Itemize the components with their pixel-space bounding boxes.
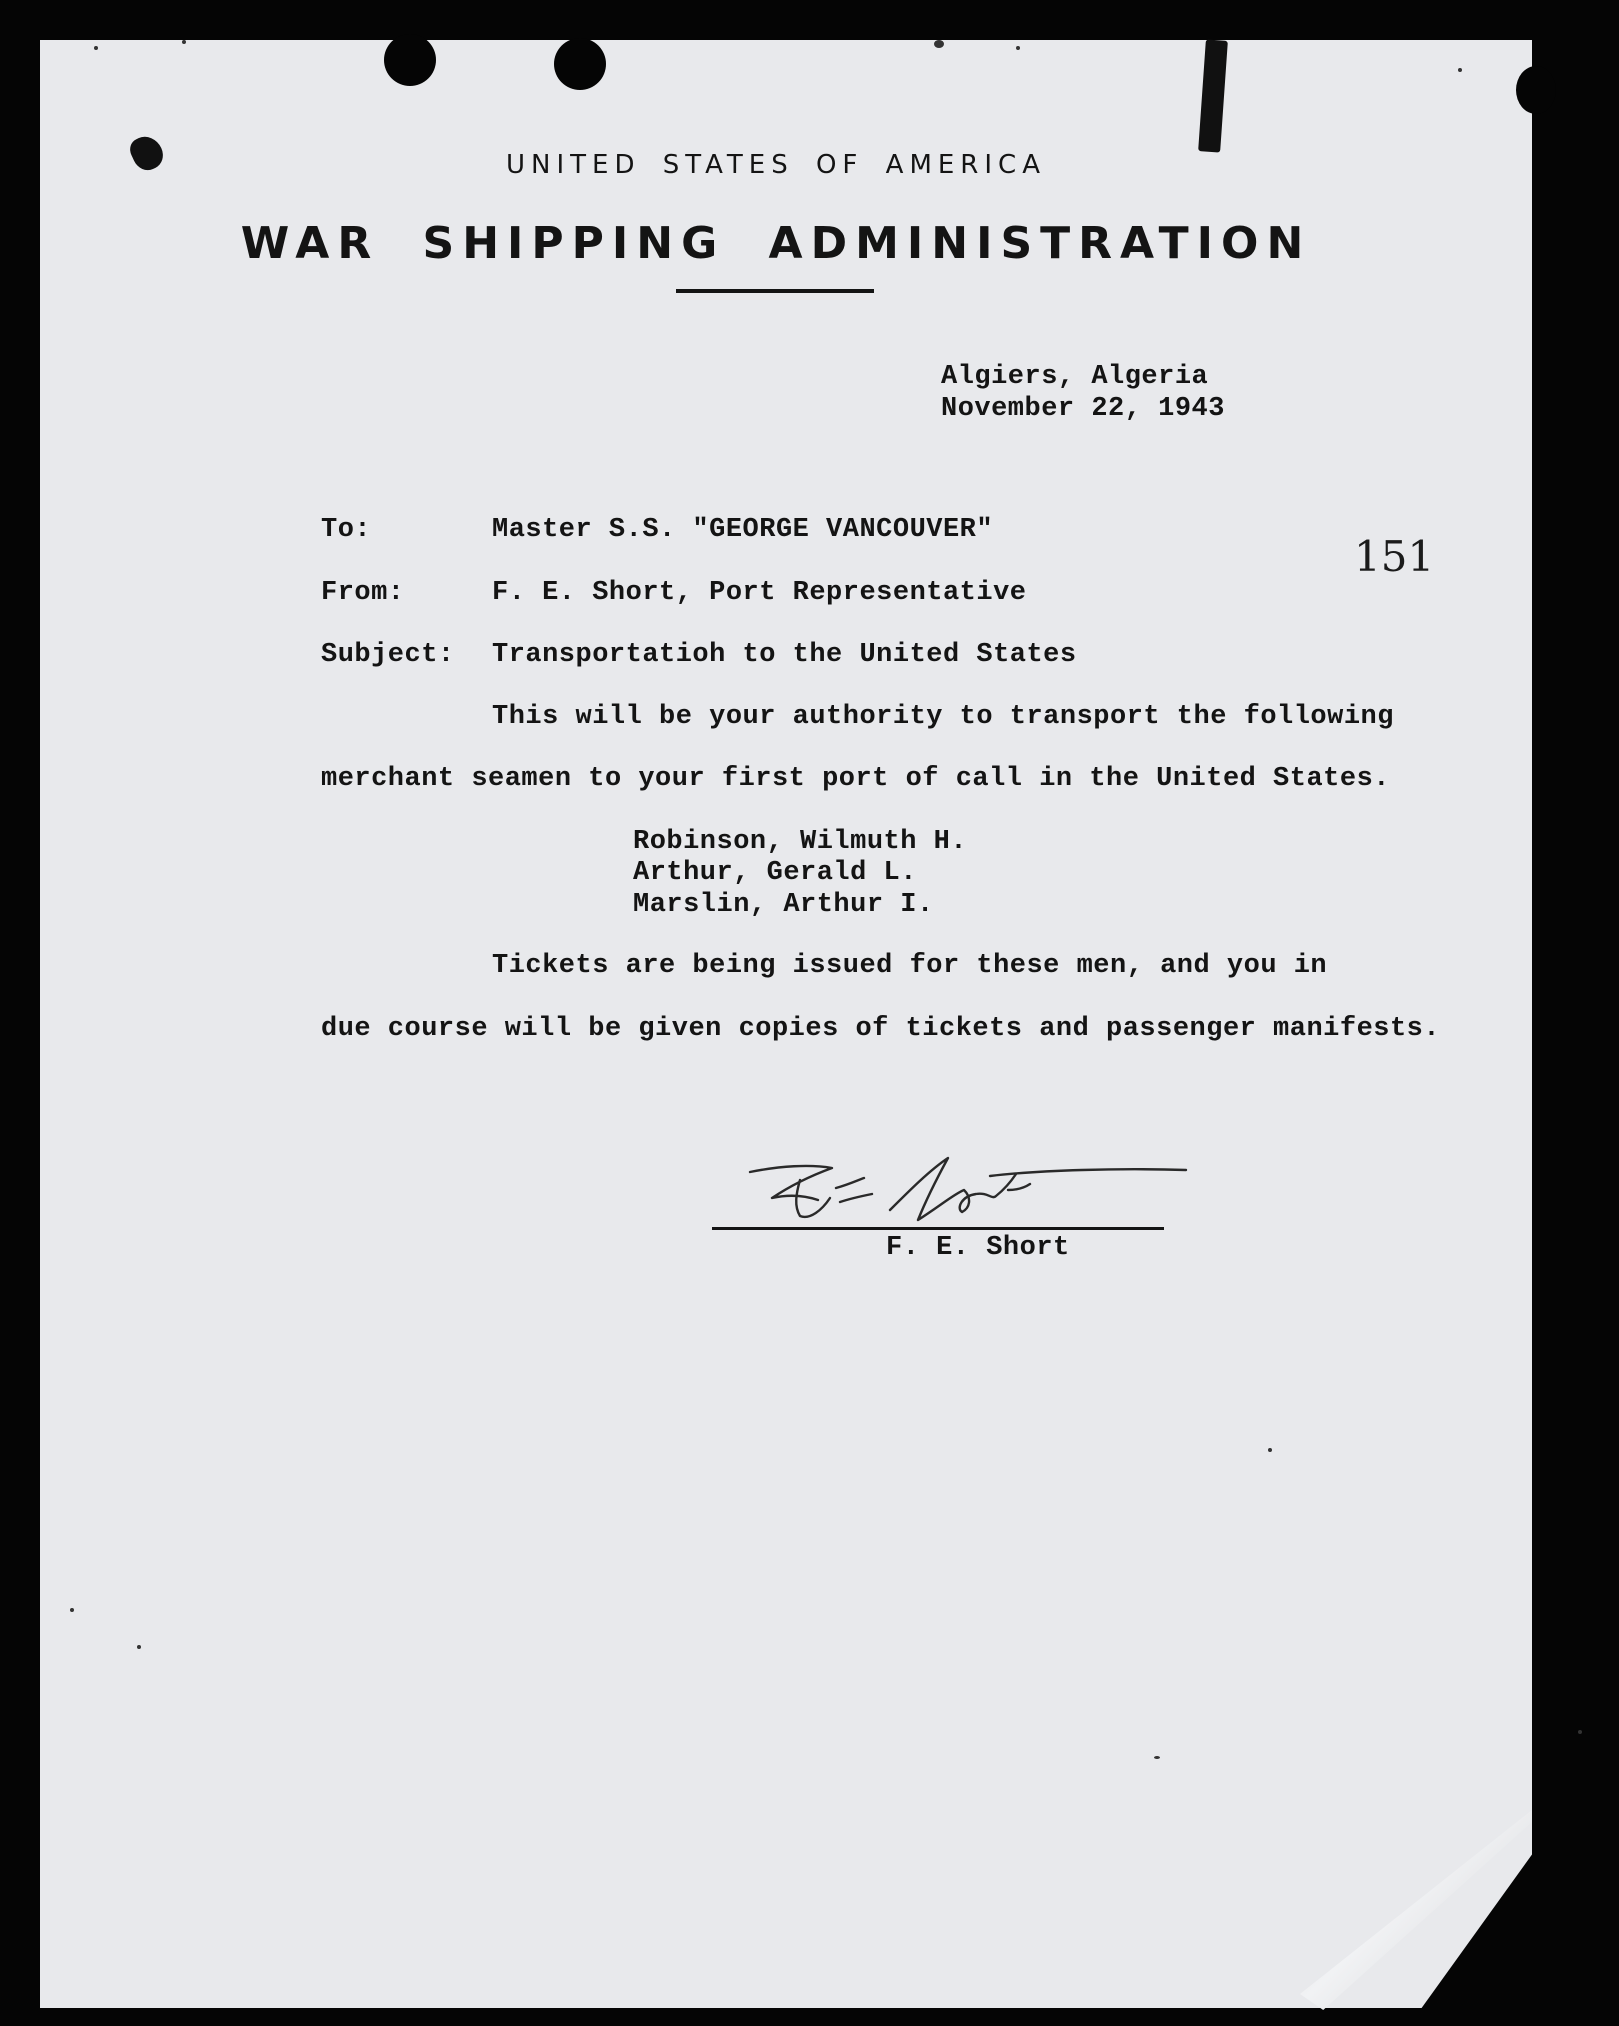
subject-value: Transportatioh to the United States (492, 640, 1077, 670)
letterhead-rule (676, 289, 874, 293)
speck (934, 40, 944, 48)
letterhead-country: UNITED STATES OF AMERICA (506, 150, 1046, 180)
seaman-name: Robinson, Wilmuth H. (633, 827, 968, 857)
dateline-date: November 22, 1943 (941, 394, 1225, 424)
to-value: Master S.S. "GEORGE VANCOUVER" (492, 515, 994, 545)
body-paragraph-2-line-2: due course will be given copies of tickets and passenger manifests. (321, 1014, 1441, 1044)
punch-hole-right (1516, 66, 1556, 114)
speck (182, 40, 186, 44)
speck (1016, 46, 1020, 50)
dateline-location: Algiers, Algeria (941, 362, 1209, 392)
speck (1268, 1448, 1272, 1452)
speck (1578, 1730, 1582, 1734)
speck (137, 1645, 141, 1649)
subject-label: Subject: (321, 640, 455, 670)
seaman-name: Marslin, Arthur I. (633, 890, 934, 920)
signature-line (712, 1227, 1164, 1230)
seaman-name: Arthur, Gerald L. (633, 858, 917, 888)
letterhead-agency: WAR SHIPPING ADMINISTRATION (240, 218, 1312, 269)
page-number: 151 (1354, 532, 1435, 581)
speck (1154, 1756, 1160, 1759)
from-label: From: (321, 578, 405, 608)
speck (1458, 68, 1462, 72)
speck (94, 46, 98, 50)
from-value: F. E. Short, Port Representative (492, 578, 1027, 608)
body-paragraph-2-line-1: Tickets are being issued for these men, and you in (492, 951, 1328, 981)
speck (70, 1608, 74, 1612)
to-label: To: (321, 515, 372, 545)
punch-hole-center (554, 38, 606, 90)
punch-hole-left (384, 34, 436, 86)
body-paragraph-1-line-1: This will be your authority to transport the following (492, 702, 1394, 732)
body-paragraph-1-line-2: merchant seamen to your first port of call in the United States. (321, 764, 1390, 794)
typed-signer-name: F. E. Short (886, 1233, 1070, 1263)
handwritten-signature (740, 1150, 1200, 1230)
